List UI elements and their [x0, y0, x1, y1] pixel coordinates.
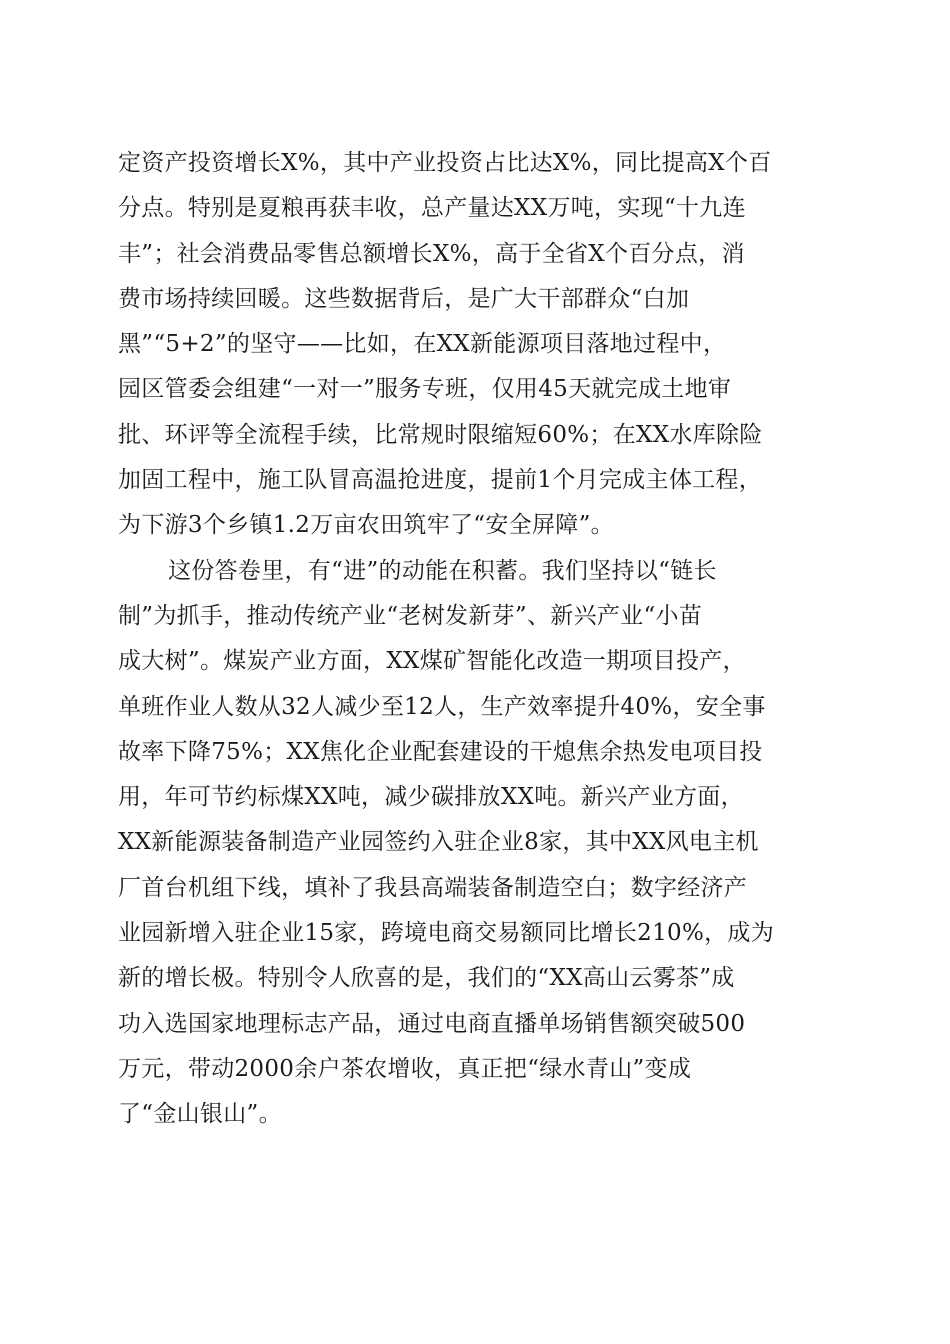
paragraph-2	[118, 549, 828, 1138]
text-line: 了“金山银山”。	[118, 1101, 282, 1128]
text-line: 分点。特别是夏粮再获丰收，总产量达XX万吨，实现“十九连	[118, 195, 746, 222]
text-line: 这份答卷里，有“进”的动能在积蓄。我们坚持以“链长	[168, 557, 717, 584]
document-body	[118, 141, 828, 1138]
text-line: 制”为抓手，推动传统产业“老树发新芽”、新兴产业“小苗	[118, 602, 703, 629]
text-line: 为下游3个乡镇1.2万亩农田筑牢了“安全屏障”。	[118, 512, 614, 539]
text-line: 黑”“5+2”的坚守——比如，在XX新能源项目落地过程中，	[118, 331, 727, 358]
paragraph-1	[118, 141, 828, 549]
text-line: 功入选国家地理标志产品，通过电商直播单场销售额突破500	[118, 1010, 746, 1037]
text-line: 丰”；社会消费品零售总额增长X%，高于全省X个百分点，消	[118, 240, 745, 267]
text-line: 费市场持续回暖。这些数据背后，是广大干部群众“白加	[118, 285, 690, 312]
text-line: 成大树”。煤炭产业方面，XX煤矿智能化改造一期项目投产，	[118, 648, 746, 675]
text-line: 单班作业人数从32人减少至12人，生产效率提升40%，安全事	[118, 693, 766, 720]
text-line: 加固工程中，施工队冒高温抢进度，提前1个月完成主体工程，	[118, 467, 763, 494]
text-line: XX新能源装备制造产业园签约入驻企业8家，其中XX风电主机	[118, 829, 759, 856]
text-line: 故率下降75%；XX焦化企业配套建设的干熄焦余热发电项目投	[118, 738, 763, 765]
text-line: 新的增长极。特别令人欣喜的是，我们的“XX高山云雾茶”成	[118, 965, 735, 992]
text-line: 批、环评等全流程手续，比常规时限缩短60%；在XX水库除险	[118, 421, 763, 448]
text-line: 用，年可节约标煤XX吨，减少碳排放XX吨。新兴产业方面，	[118, 784, 744, 811]
text-line: 业园新增入驻企业15家，跨境电商交易额同比增长210%，成为	[118, 920, 775, 947]
text-line: 厂首台机组下线，填补了我县高端装备制造空白；数字经济产	[118, 874, 748, 901]
text-line: 万元，带动2000余户茶农增收，真正把“绿水青山”变成	[118, 1055, 692, 1082]
text-line: 园区管委会组建“一对一”服务专班，仅用45天就完成土地审	[118, 376, 732, 403]
text-line: 定资产投资增长X%，其中产业投资占比达X%，同比提高X个百	[118, 150, 772, 176]
